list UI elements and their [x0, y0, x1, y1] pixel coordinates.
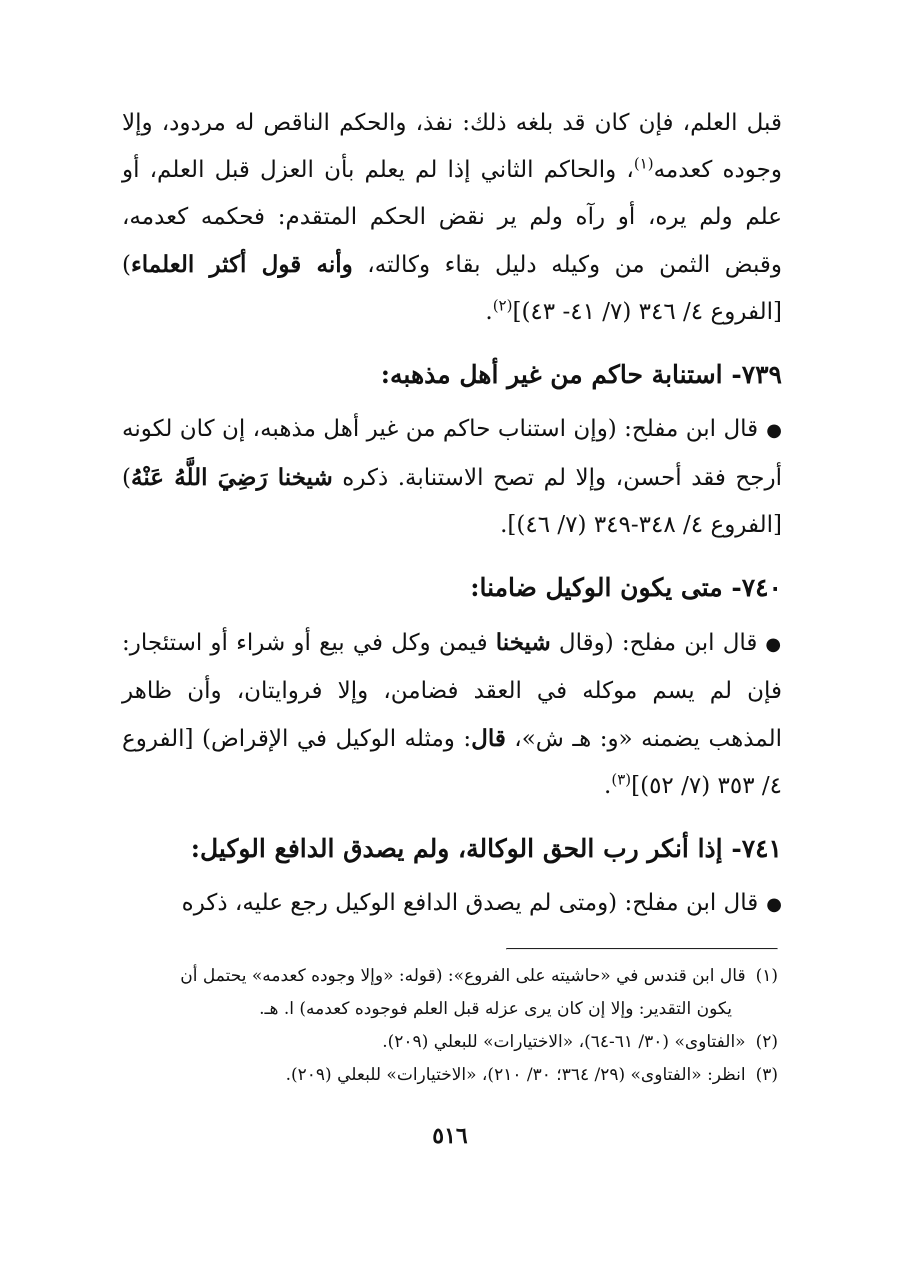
footnote-text: انظر: «الفتاوى» (٢٩/ ٣٦٤؛ ٣٠/ ٢١٠)، «الاختيارات» للبعلي (٢٠٩). [285, 1065, 746, 1085]
intro-line-5b: . [485, 299, 493, 325]
footnote-number: (٣) [755, 1065, 778, 1085]
footnote-1 [118, 960, 778, 1026]
footnote-number: (١) [755, 966, 778, 986]
section-740-heading: ٧٤٠- متى يكون الوكيل ضامنا: [470, 573, 782, 602]
intro-line-2b: ، والحاكم الثاني إذا لم يعلم بأن العزل قبل العلم، أو علم [122, 157, 782, 230]
intro-line-3: ولم يره، أو رآه ولم ير نقض الحكم المتقدم: فحكمه كعدمه، وقبض الثمن [122, 204, 782, 278]
section-739-text-a: قال ابن مفلح: (وإن استناب حاكم من غير أهل مذهبه، إن كان لكونه أرجح فقد أحسن، وإلا لم تصح الاستنابة. ذكره [122, 416, 782, 491]
footnote-ref-2[interactable]: (٢) [492, 296, 513, 315]
bullet-icon: ● [766, 420, 782, 441]
section-740-paragraph [122, 619, 782, 810]
bullet-icon: ● [765, 634, 782, 655]
intro-line-5a: ٤٣)] [512, 299, 556, 325]
footnote-divider [506, 948, 778, 950]
section-739-bold: شيخنا رَضِيَ اللَّهُ عَنْهُ [130, 464, 333, 491]
bullet-icon: ● [766, 894, 782, 915]
section-740-bold-2: قال [471, 725, 506, 752]
section-740-text-c: : ومثله الوكيل في الإقراض) [الفروع ٤/ ٣٥٣ (٧/ ٥٢)] [122, 726, 782, 799]
section-739-text-b: ) [الفروع ٤/ ٣٤٨-٣٤٩ (٧/ ٤٦)]. [122, 465, 782, 538]
section-739-paragraph [122, 406, 782, 549]
section-740-bold-1: شيخنا [495, 629, 551, 656]
section-741-text: قال ابن مفلح: (ومتى لم يصدق الدافع الوكيل رجع عليه، ذكره [181, 890, 759, 916]
footnote-text: قال ابن قندس في «حاشيته على الفروع»: (قوله: «وإلا وجوده كعدمه» يحتمل أن [180, 966, 746, 986]
section-740-text-a: قال ابن مفلح: (وقال [550, 630, 758, 656]
section-740-text-d: . [604, 773, 612, 799]
footnote-number: (٢) [755, 1032, 778, 1052]
intro-paragraph [122, 100, 782, 336]
page-number: ٥١٦ [432, 1123, 468, 1149]
intro-bold-phrase: وأنه قول أكثر العلماء [130, 251, 353, 278]
section-740-text-b: فيمن وكل في بيع أو شراء أو استئجار: فإن لم يسم موكله في العقد فضامن، وإلا فروايتان، وأن ظاهر المذهب يضمنه «و: هـ ش»، [122, 630, 782, 752]
intro-line-4b: ) [الفروع ٤/ ٣٤٦ (٧/ ٤١- [122, 252, 782, 325]
intro-line-2a: وجوده كعدمه [653, 157, 782, 183]
section-741-paragraph [122, 880, 782, 928]
footnote-text: «الفتاوى» (٣٠/ ٦١-٦٤)، «الاختيارات» للبعلي (٢٠٩). [382, 1032, 746, 1052]
intro-line-1: قبل العلم، فإن كان قد بلغه ذلك: نفذ، والحكم الناقص له مردود، وإلا [122, 110, 782, 136]
footnote-ref-1[interactable]: (١) [633, 154, 654, 173]
footnote-text-continued: يكون التقدير: وإلا إن كان يرى عزله قبل العلم فوجوده كعدمه) ا. هـ. [259, 999, 732, 1019]
footnote-ref-3[interactable]: (٣) [611, 770, 632, 789]
intro-line-4a: من وكيله دليل بقاء وكالته، [352, 252, 645, 278]
section-739-heading: ٧٣٩- استنابة حاكم من غير أهل مذهبه: [380, 360, 782, 389]
footnote-2 [118, 1026, 778, 1059]
footnote-3 [118, 1059, 778, 1092]
footnotes [118, 960, 778, 1092]
section-741-heading: ٧٤١- إذا أنكر رب الحق الوكالة، ولم يصدق الدافع الوكيل: [190, 834, 782, 863]
